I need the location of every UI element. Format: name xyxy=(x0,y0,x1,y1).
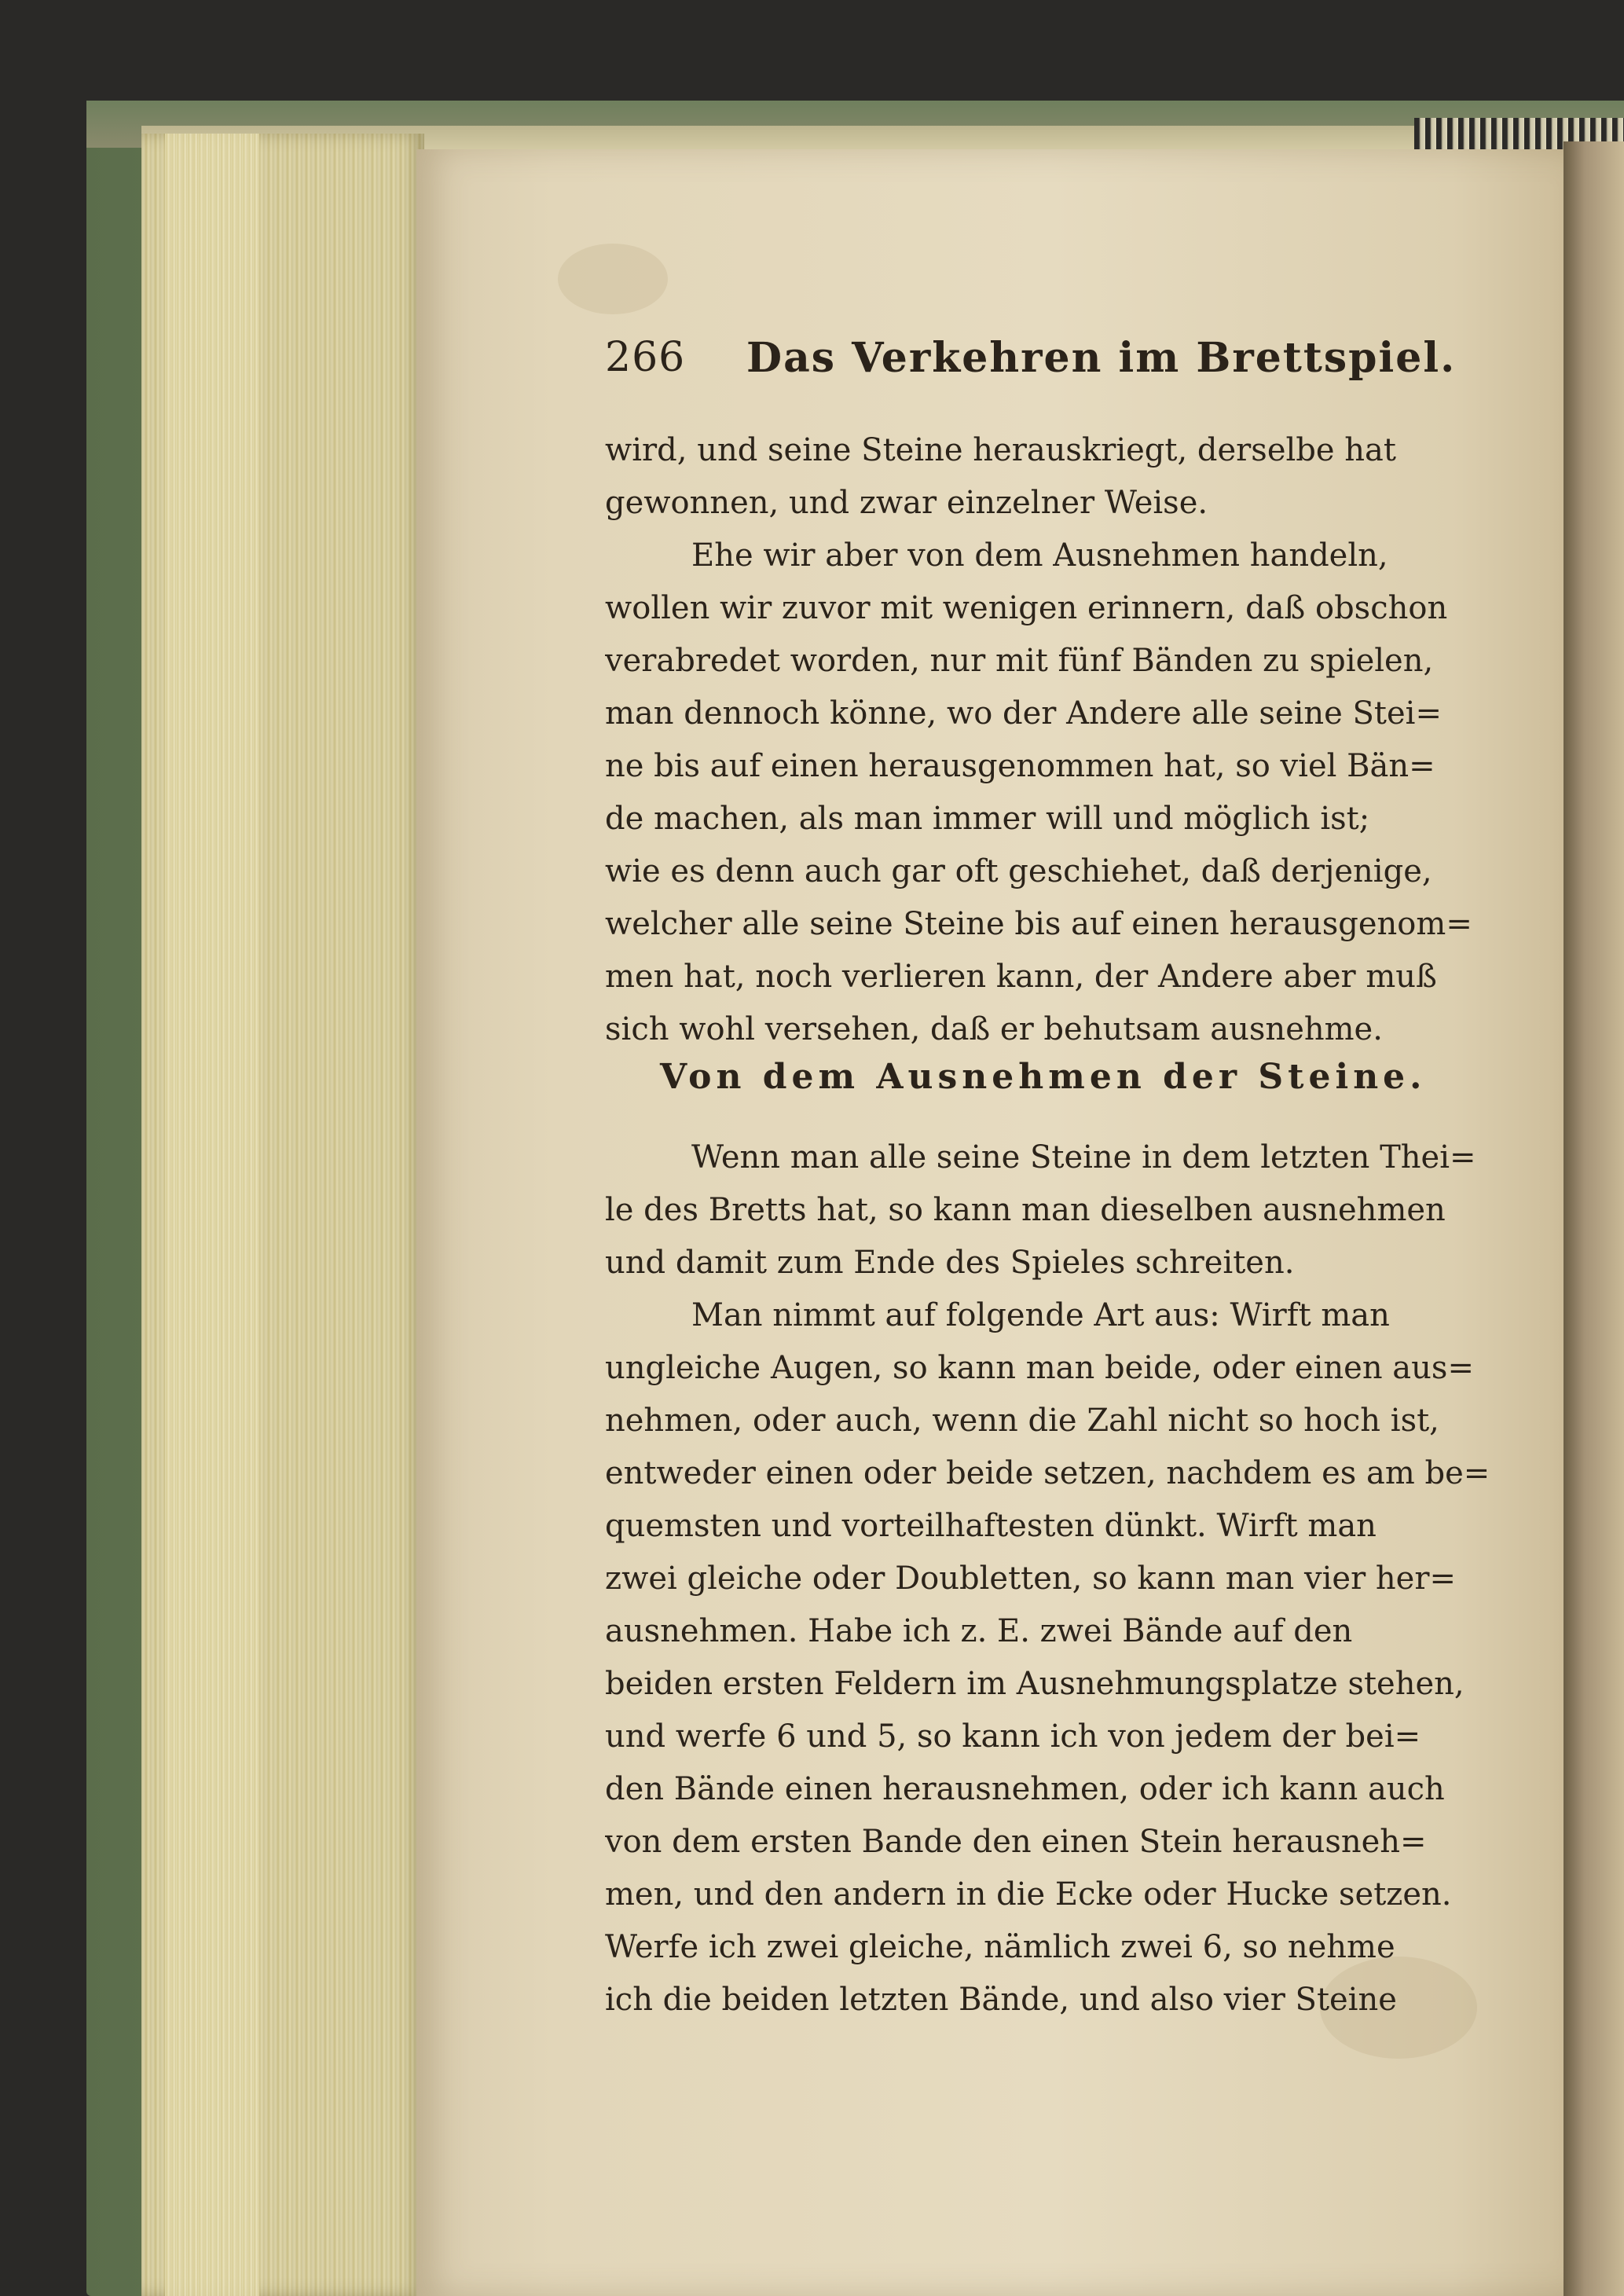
text-line: Wenn man alle seine Steine in dem letzten Thei= xyxy=(691,1139,1476,1176)
text-line: man dennoch könne, wo der Andere alle seine Stei= xyxy=(605,695,1442,732)
page-block-edge-highlight xyxy=(165,134,259,2296)
text-line: Man nimmt auf folgende Art aus: Wirft man xyxy=(691,1297,1390,1333)
text-line: von dem ersten Bande den einen Stein herausneh= xyxy=(605,1824,1427,1860)
text-line: ich die beiden letzten Bände, und also vier Steine xyxy=(605,1982,1397,2018)
text-line: Werfe ich zwei gleiche, nämlich zwei 6, so nehme xyxy=(605,1929,1395,1965)
text-line: entweder einen oder beide setzen, nachdem es am be= xyxy=(605,1455,1490,1491)
text-line: le des Bretts hat, so kann man dieselben ausnehmen xyxy=(605,1192,1446,1228)
text-line: verabredet worden, nur mit fünf Bänden zu spielen, xyxy=(605,643,1434,679)
text-line: quemsten und vorteilhaftesten dünkt. Wirft man xyxy=(605,1508,1377,1544)
text-line: den Bände einen herausnehmen, oder ich kann auch xyxy=(605,1771,1445,1807)
text-line: ungleiche Augen, so kann man beide, oder einen aus= xyxy=(605,1350,1474,1386)
text-line: men, und den andern in die Ecke oder Hucke setzen. xyxy=(605,1876,1452,1913)
text-line: zwei gleiche oder Doubletten, so kann man vier her= xyxy=(605,1561,1456,1597)
book-gutter xyxy=(1564,141,1624,2296)
running-title: Das Verkehren im Brettspiel. xyxy=(746,334,1457,382)
text-line: nehmen, oder auch, wenn die Zahl nicht so hoch ist, xyxy=(605,1403,1439,1439)
paper-stain xyxy=(558,244,668,314)
text-line: men hat, noch verlieren kann, der Andere aber muß xyxy=(605,959,1437,995)
page-header xyxy=(605,334,1516,397)
section-heading: Von dem Ausnehmen der Steine. xyxy=(660,1057,1427,1097)
text-line: und werfe 6 und 5, so kann ich von jedem der bei= xyxy=(605,1718,1421,1755)
text-line: ne bis auf einen herausgenommen hat, so viel Bän= xyxy=(605,748,1435,784)
page-number: 266 xyxy=(605,334,686,381)
text-line: wie es denn auch gar oft geschiehet, daß derjenige, xyxy=(605,853,1432,889)
text-line: sich wohl versehen, daß er behutsam ausnehme. xyxy=(605,1011,1383,1047)
text-line: ausnehmen. Habe ich z. E. zwei Bände auf den xyxy=(605,1613,1353,1649)
text-line: de machen, als man immer will und möglich ist; xyxy=(605,801,1370,837)
text-block-lower xyxy=(605,1131,1516,2026)
text-line: wollen wir zuvor mit wenigen erinnern, daß obschon xyxy=(605,590,1448,626)
text-block-upper xyxy=(605,424,1516,1056)
text-line: beiden ersten Feldern im Ausnehmungsplatze stehen, xyxy=(605,1666,1465,1702)
text-line: gewonnen, und zwar einzelner Weise. xyxy=(605,485,1208,521)
text-line: Ehe wir aber von dem Ausnehmen handeln, xyxy=(691,537,1388,574)
text-line: und damit zum Ende des Spieles schreiten. xyxy=(605,1245,1295,1281)
text-line: wird, und seine Steine herauskriegt, derselbe hat xyxy=(605,432,1396,468)
text-line: welcher alle seine Steine bis auf einen herausgenom= xyxy=(605,906,1472,942)
